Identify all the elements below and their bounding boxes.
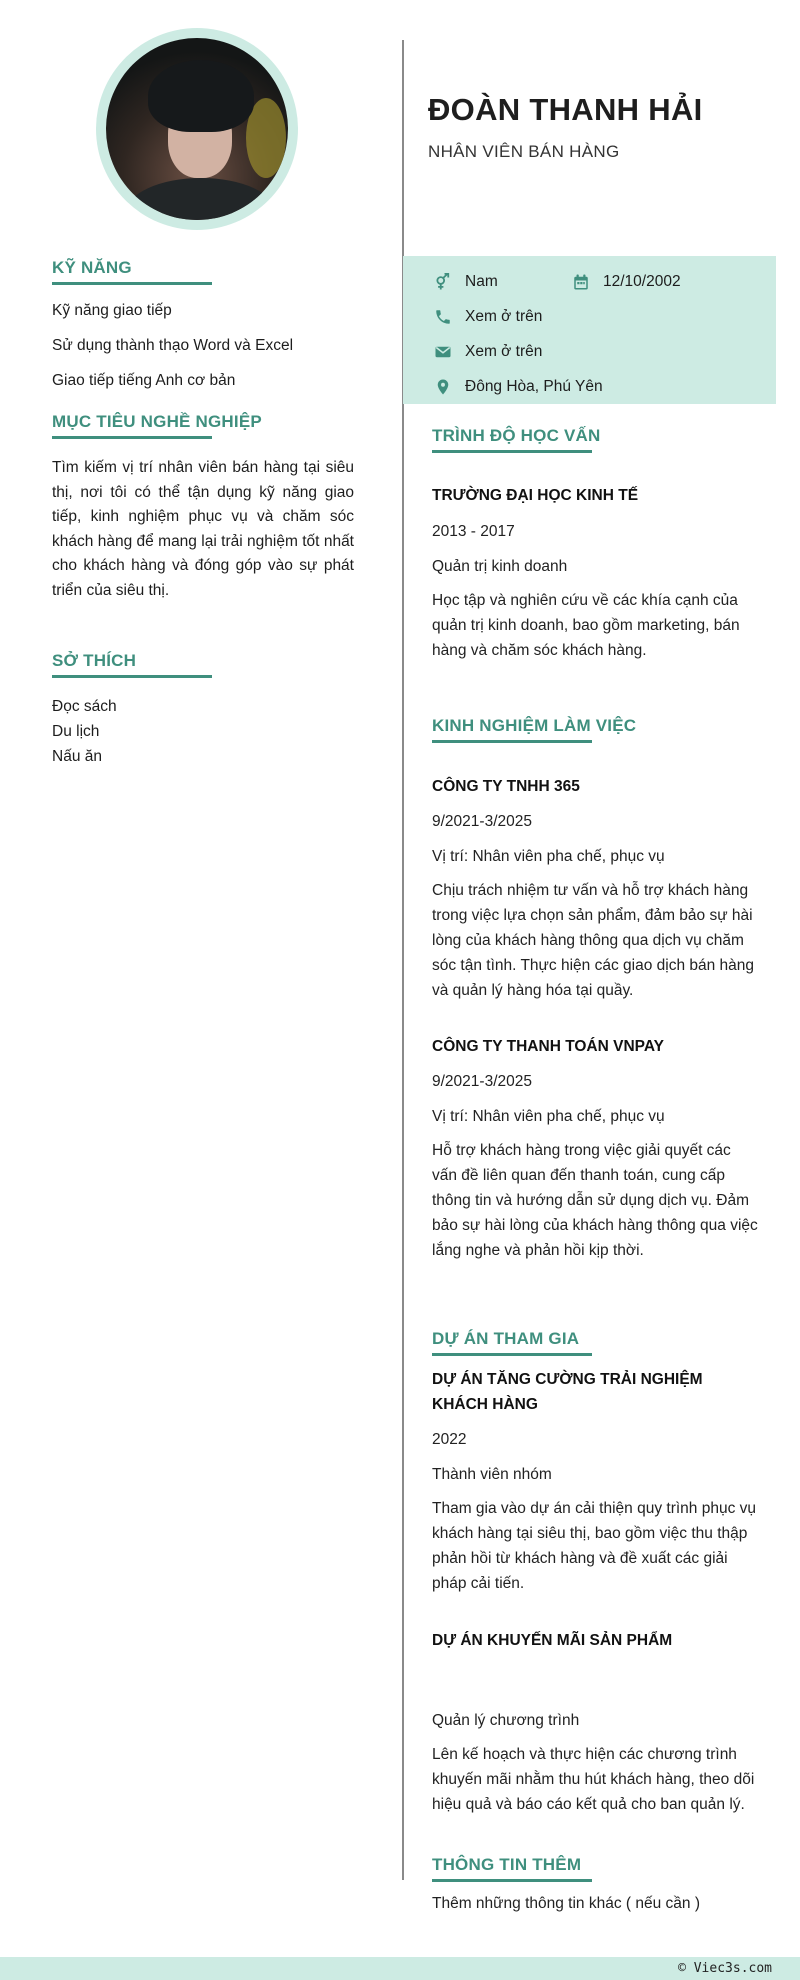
footer-bar bbox=[0, 1957, 800, 1980]
project-name: DỰ ÁN TĂNG CƯỜNG TRẢI NGHIỆM KHÁCH HÀNG bbox=[432, 1371, 703, 1413]
company-name: CÔNG TY TNHH 365 bbox=[432, 778, 580, 795]
education-major: Quản trị kinh doanh bbox=[432, 558, 568, 575]
job-entry bbox=[432, 1034, 760, 1263]
contact-panel bbox=[403, 256, 776, 404]
contact-row bbox=[433, 369, 776, 404]
copyright-text: © Viec3s.com bbox=[678, 1961, 772, 1976]
education-description: Học tập và nghiên cứu về các khía cạnh của quản trị kinh doanh, bao gồm marketing, bán hàng và chăm sóc khách hàng. bbox=[432, 592, 740, 659]
gender-item bbox=[433, 272, 571, 292]
skills-list bbox=[52, 300, 352, 392]
project-role: Thành viên nhóm bbox=[432, 1466, 552, 1483]
contact-row bbox=[433, 299, 776, 334]
hobbies-section bbox=[52, 651, 352, 769]
calendar-icon bbox=[571, 272, 591, 292]
hobby-item: Đọc sách bbox=[52, 698, 117, 715]
birthday-item bbox=[571, 272, 681, 292]
company-name: CÔNG TY THANH TOÁN VNPAY bbox=[432, 1038, 664, 1055]
job-position: Vị trí: Nhân viên pha chế, phục vụ bbox=[432, 1108, 665, 1125]
projects-section bbox=[432, 1329, 760, 1817]
phone-value: Xem ở trên bbox=[465, 307, 543, 325]
job-title: NHÂN VIÊN BÁN HÀNG bbox=[428, 142, 620, 161]
work-section bbox=[432, 716, 760, 1263]
project-name: DỰ ÁN KHUYẾN MÃI SẢN PHẨM bbox=[432, 1632, 673, 1649]
project-description: Tham gia vào dự án cải thiện quy trình phục vụ khách hàng tại siêu thị, bao gồm việc thu thập phản hồi từ khách hàng và đề xuất các giải pháp cải tiến. bbox=[432, 1500, 757, 1592]
job-period: 9/2021-3/2025 bbox=[432, 813, 532, 830]
education-title: TRÌNH ĐỘ HỌC VẤN bbox=[432, 426, 760, 450]
project-year: 2022 bbox=[432, 1431, 467, 1448]
email-value: Xem ở trên bbox=[465, 342, 543, 360]
hobby-item: Nấu ăn bbox=[52, 748, 102, 765]
project-entry bbox=[432, 1367, 760, 1596]
contact-row bbox=[433, 264, 776, 299]
email-icon bbox=[433, 342, 453, 362]
hobbies-title: SỞ THÍCH bbox=[52, 651, 352, 675]
education-section bbox=[432, 426, 760, 663]
contact-row bbox=[433, 334, 776, 369]
project-entry bbox=[432, 1628, 760, 1817]
address-value: Đông Hòa, Phú Yên bbox=[465, 377, 603, 395]
job-period: 9/2021-3/2025 bbox=[432, 1073, 532, 1090]
project-role: Quản lý chương trình bbox=[432, 1712, 580, 1729]
hobbies-list bbox=[52, 694, 352, 769]
more-info-section bbox=[432, 1855, 760, 1915]
email-item bbox=[433, 342, 542, 362]
hobby-item: Du lịch bbox=[52, 723, 100, 740]
gender-value: Nam bbox=[465, 272, 498, 290]
avatar bbox=[96, 28, 298, 230]
project-year bbox=[432, 1665, 760, 1687]
projects-title: DỰ ÁN THAM GIA bbox=[432, 1329, 760, 1353]
job-position: Vị trí: Nhân viên pha chế, phục vụ bbox=[432, 848, 665, 865]
education-period: 2013 - 2017 bbox=[432, 523, 515, 540]
phone-icon bbox=[433, 307, 453, 327]
gender-icon bbox=[433, 272, 453, 292]
skills-section bbox=[52, 258, 352, 405]
candidate-name: ĐOÀN THANH HẢI bbox=[428, 92, 703, 127]
address-item bbox=[433, 377, 603, 397]
project-description: Lên kế hoạch và thực hiện các chương trình khuyến mãi nhằm thu hút khách hàng, theo dõi hiệu quả và báo cáo kết quả cho ban quản lý. bbox=[432, 1746, 755, 1813]
skill-item: Giao tiếp tiếng Anh cơ bản bbox=[52, 372, 236, 389]
objective-text: Tìm kiếm vị trí nhân viên bán hàng tại siêu thị, nơi tôi có thể tận dụng kỹ năng giao tiếp, kinh nghiệm phục vụ và chăm sóc khách hàng để mang lại trải nghiệm tốt nhất cho khách hàng và đóng góp vào sự phát triển của siêu thị. bbox=[52, 459, 354, 599]
more-info-title: THÔNG TIN THÊM bbox=[432, 1855, 760, 1879]
skills-title: KỸ NĂNG bbox=[52, 258, 352, 282]
profile-photo bbox=[106, 38, 288, 220]
objective-title: MỤC TIÊU NGHỀ NGHIỆP bbox=[52, 412, 354, 436]
skill-item: Sử dụng thành thạo Word và Excel bbox=[52, 337, 294, 354]
location-icon bbox=[433, 377, 453, 397]
skill-item: Kỹ năng giao tiếp bbox=[52, 302, 172, 319]
phone-item bbox=[433, 307, 542, 327]
objective-section bbox=[52, 412, 354, 603]
school-name: TRƯỜNG ĐẠI HỌC KINH TẾ bbox=[432, 487, 639, 504]
job-description: Hỗ trợ khách hàng trong việc giải quyết các vấn đề liên quan đến thanh toán, cung cấp thông tin và hướng dẫn sử dụng dịch vụ. Đảm bảo sự hài lòng của khách hàng thông qua việc lắng nghe và phản hồi kịp thời. bbox=[432, 1142, 758, 1259]
work-title: KINH NGHIỆM LÀM VIỆC bbox=[432, 716, 760, 740]
job-entry bbox=[432, 774, 760, 1003]
birthday-value: 12/10/2002 bbox=[603, 272, 681, 290]
more-info-text: Thêm những thông tin khác ( nếu cần ) bbox=[432, 1895, 701, 1912]
job-description: Chịu trách nhiệm tư vấn và hỗ trợ khách hàng trong việc lựa chọn sản phẩm, đảm bảo sự hài lòng của khách hàng thông qua dịch vụ chăm sóc tận tình. Thực hiện các giao dịch bán hàng và quản lý hàng hóa tại quầy. bbox=[432, 882, 755, 999]
